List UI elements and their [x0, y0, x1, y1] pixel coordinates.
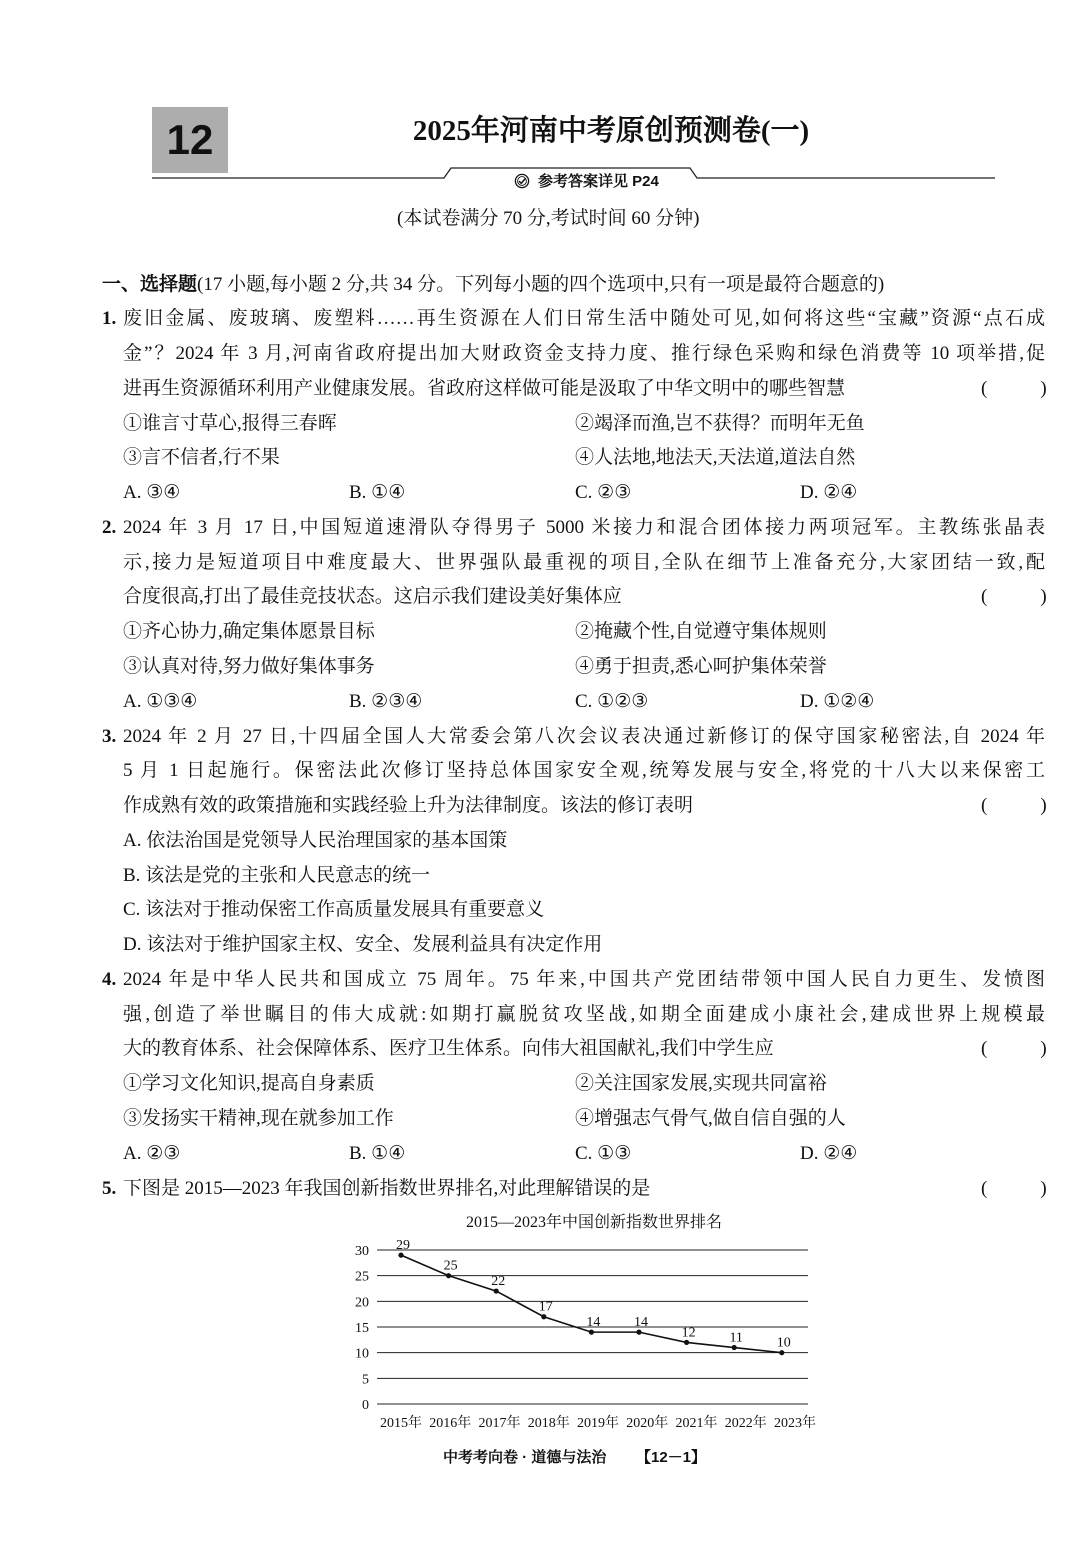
question-text-line: 强,创造了举世瞩目的伟大成就:如期打赢脱贫攻坚战,如期全面建成小康社会,建成世界上规模最	[123, 1003, 1045, 1025]
question-text-line: 2024 年 3 月 17 日,中国短道速滑队夺得男子 5000 米接力和混合团体接力两项冠军。主教练张晶表	[123, 516, 1045, 538]
question-text-line: 金”？2024 年 3 月,河南省政府提出加大财政资金支持力度、推行绿色采购和绿色消费等 10 项举措,促	[123, 343, 1045, 365]
chart-title: 2015—2023年中国创新指数世界排名	[465, 1214, 723, 1231]
ranking-line-chart	[330, 1200, 830, 1440]
data-label: 14	[586, 1315, 601, 1331]
y-tick-label: 20	[355, 1295, 369, 1311]
choice-d: D. ①②④	[800, 690, 875, 712]
section-heading	[0, 268, 1080, 303]
statement-option: ①学习文化知识,提高自身素质	[123, 1073, 375, 1095]
y-tick-label: 0	[362, 1398, 369, 1413]
statement-option: ①齐心协力,确定集体愿景目标	[123, 621, 375, 643]
option-row	[0, 615, 1080, 650]
statement-option: ④增强志气骨气,做自信自强的人	[575, 1107, 846, 1129]
choice-d: D. 该法对于维护国家主权、安全、发展利益具有决定作用	[123, 934, 603, 956]
statement-option: ①谁言寸草心,报得三春晖	[123, 412, 337, 434]
choice-c: C. ①②③	[575, 690, 649, 712]
question-2	[0, 511, 1080, 720]
data-label: 17	[538, 1299, 553, 1315]
statement-option: ②竭泽而渔,岂不获得？而明年无鱼	[575, 412, 865, 434]
answer-blank: ( )	[981, 1038, 1052, 1060]
page-title: 2025年河南中考原创预测卷(一)	[412, 115, 810, 147]
data-point	[398, 1253, 403, 1258]
option-row	[0, 650, 1080, 685]
statement-option: ④勇于担责,悉心呵护集体荣誉	[575, 656, 827, 678]
answer-blank: ( )	[981, 795, 1052, 817]
data-point	[494, 1288, 499, 1293]
question-text-line: 下图是 2015—2023 年我国创新指数世界排名,对此理解错误的是	[123, 1177, 651, 1199]
answer-reference	[514, 172, 659, 192]
data-label: 22	[491, 1274, 506, 1290]
check-circle-icon	[514, 173, 530, 189]
answer-blank: ( )	[981, 586, 1052, 608]
question-row	[0, 372, 1080, 407]
choice-c: C. ①③	[575, 1142, 632, 1164]
choice-a: A. ②③	[123, 1142, 181, 1164]
data-point	[446, 1273, 451, 1278]
x-tick-label: 2019年	[577, 1416, 619, 1431]
x-tick-label: 2015年	[380, 1416, 422, 1431]
question-row	[0, 580, 1080, 615]
statement-option: ③言不信者,行不果	[123, 447, 280, 469]
statement-option: ③认真对待,努力做好集体事务	[123, 656, 375, 678]
answer-blank: ( )	[981, 1177, 1052, 1199]
y-tick-label: 25	[355, 1269, 369, 1285]
data-label: 12	[681, 1325, 696, 1341]
choice-row	[0, 928, 1080, 963]
choice-b: B. 该法是党的主张和人民意志的统一	[123, 864, 431, 886]
question-row	[0, 720, 1080, 755]
footer-label: 中考考向卷 · 道德与法治	[443, 1449, 607, 1466]
exam-info: (本试卷满分 70 分,考试时间 60 分钟)	[397, 208, 700, 229]
question-4	[0, 963, 1080, 1172]
choice-row	[0, 859, 1080, 894]
question-number: 5.	[102, 1177, 117, 1199]
choice-row	[0, 1137, 1080, 1172]
choice-a: A. 依法治国是党领导人民治理国家的基本国策	[123, 829, 508, 851]
data-point	[589, 1330, 594, 1335]
paper-number-badge: 12	[152, 107, 228, 173]
question-text-line: 合度很高,打出了最佳竞技状态。这启示我们建设美好集体应	[123, 586, 622, 608]
choice-d: D. ②④	[800, 482, 858, 504]
question-3	[0, 720, 1080, 963]
y-tick-label: 15	[355, 1321, 369, 1336]
option-row	[0, 1102, 1080, 1137]
choice-b: B. ②③④	[349, 690, 423, 712]
question-row	[0, 546, 1080, 581]
choice-b: B. ①④	[349, 1142, 406, 1164]
data-label: 11	[729, 1330, 743, 1346]
statement-option: ②掩藏个性,自觉遵守集体规则	[575, 621, 827, 643]
question-number: 3.	[102, 725, 117, 747]
choice-row	[0, 824, 1080, 859]
page-number: 【12－1】	[636, 1449, 707, 1466]
x-tick-label: 2020年	[626, 1416, 669, 1431]
x-tick-label: 2023年	[774, 1416, 816, 1431]
choice-c: C. 该法对于推动保密工作高质量发展具有重要意义	[123, 899, 545, 921]
choice-b: B. ①④	[349, 482, 406, 504]
question-row	[0, 998, 1080, 1033]
data-point	[732, 1345, 737, 1350]
statement-option: ③发扬实干精神,现在就参加工作	[123, 1107, 394, 1129]
choice-row	[0, 893, 1080, 928]
question-text-line: 废旧金属、废玻璃、废塑料……再生资源在人们日常生活中随处可见,如何将这些“宝藏”资源“点石成	[123, 308, 1045, 330]
option-row	[0, 441, 1080, 476]
y-tick-label: 10	[355, 1346, 369, 1362]
y-tick-label: 5	[362, 1372, 369, 1388]
question-number: 4.	[102, 968, 117, 990]
option-row	[0, 407, 1080, 442]
question-list	[0, 268, 1080, 1207]
question-text-line: 作成熟有效的政策措施和实践经验上升为法律制度。该法的修订表明	[123, 795, 694, 817]
question-1	[0, 302, 1080, 511]
section-instructions: (17 小题,每小题 2 分,共 34 分。下列每小题的四个选项中,只有一项是最符合题意的)	[197, 273, 885, 295]
data-point	[541, 1314, 546, 1319]
x-tick-label: 2021年	[675, 1416, 718, 1431]
choice-row	[0, 476, 1080, 511]
series-line	[401, 1255, 782, 1353]
question-text-line: 2024 年是中华人民共和国成立 75 周年。75 年来,中国共产党团结带领中国人民自力更生、发愤图	[123, 968, 1045, 990]
question-text-line: 5 月 1 日起施行。保密法此次修订坚持总体国家安全观,统筹发展与安全,将党的十八大以来保密工	[123, 760, 1045, 782]
question-number: 1.	[102, 308, 117, 330]
choice-c: C. ②③	[575, 482, 632, 504]
choice-a: A. ①③④	[123, 690, 198, 712]
statement-option: ④人法地,地法天,天法道,道法自然	[575, 447, 856, 469]
question-row	[0, 511, 1080, 546]
x-tick-label: 2022年	[724, 1416, 767, 1431]
choice-a: A. ③④	[123, 482, 181, 504]
question-row	[0, 302, 1080, 337]
question-row	[0, 1032, 1080, 1067]
section-heading-text	[102, 268, 884, 303]
choice-d: D. ②④	[800, 1142, 858, 1164]
answer-reference-text: 参考答案详见 P24	[538, 173, 659, 190]
data-point	[779, 1350, 784, 1355]
statement-option: ②关注国家发展,实现共同富裕	[575, 1073, 827, 1095]
question-number: 2.	[102, 516, 117, 538]
data-point	[636, 1330, 641, 1335]
choice-row	[0, 685, 1080, 720]
question-text-line: 2024 年 2 月 27 日,十四届全国人大常委会第八次会议表决通过新修订的保守国家秘密法,自 2024 年	[123, 725, 1045, 747]
question-text-line: 示,接力是短道项目中难度最大、世界强队最重视的项目,全队在细节上准备充分,大家团结一致,配	[123, 551, 1045, 573]
question-text-line: 进再生资源循环利用产业健康发展。省政府这样做可能是汲取了中华文明中的哪些智慧	[123, 377, 846, 399]
x-tick-label: 2018年	[527, 1416, 570, 1431]
question-row	[0, 963, 1080, 998]
data-label: 29	[396, 1238, 410, 1254]
question-row	[0, 337, 1080, 372]
x-tick-label: 2016年	[429, 1416, 472, 1431]
question-text-line: 大的教育体系、社会保障体系、医疗卫生体系。向伟大祖国献礼,我们中学生应	[123, 1038, 774, 1060]
data-label: 25	[443, 1258, 458, 1274]
question-row	[0, 754, 1080, 789]
data-point	[684, 1340, 689, 1345]
option-row	[0, 1067, 1080, 1102]
answer-blank: ( )	[981, 377, 1052, 399]
x-tick-label: 2017年	[478, 1416, 521, 1431]
data-label: 14	[634, 1315, 648, 1331]
section-title: 一、选择题	[102, 273, 198, 295]
data-label: 10	[776, 1335, 791, 1351]
y-tick-label: 30	[355, 1244, 369, 1259]
question-row	[0, 789, 1080, 824]
